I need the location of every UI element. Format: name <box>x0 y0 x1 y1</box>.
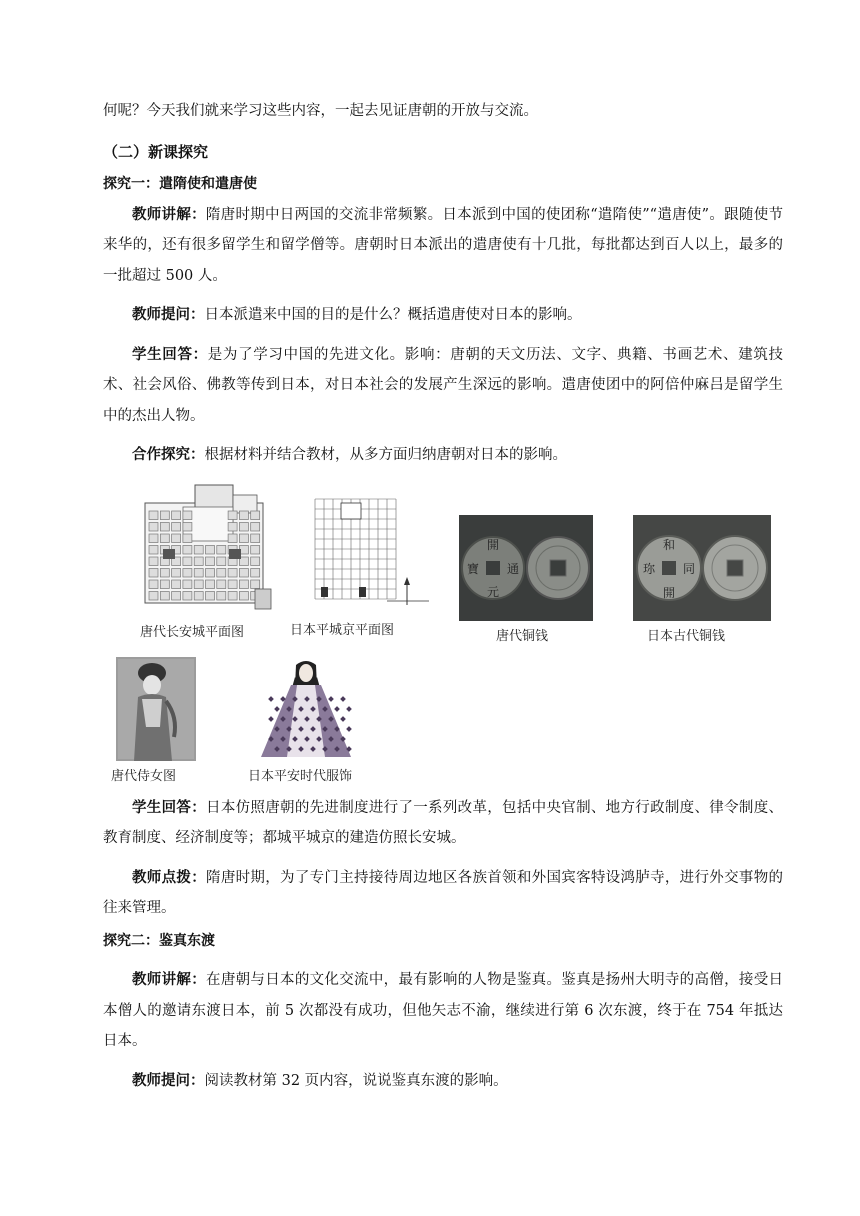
city-block <box>239 568 248 577</box>
city-block <box>217 545 226 554</box>
city-block <box>183 534 192 543</box>
changan-plan-figure <box>140 481 273 640</box>
coin-char: 通 <box>506 561 520 576</box>
city-block <box>172 580 181 589</box>
city-block <box>160 580 169 589</box>
city-block <box>149 591 158 600</box>
coin-char: 珎 <box>642 561 656 576</box>
section-heading: （二）新课探究 <box>103 142 209 161</box>
city-block <box>217 557 226 566</box>
city-block <box>160 591 169 600</box>
city-block <box>160 522 169 531</box>
coin-char: 開 <box>486 537 500 552</box>
paragraph-text: 阅读教材第 32 页内容，说说鉴真东渡的影响。 <box>204 1072 508 1089</box>
caption: 唐代铜钱 <box>496 628 549 644</box>
explore1-teacher-question <box>103 300 783 331</box>
city-block <box>149 568 158 577</box>
label: 学生回答： <box>132 799 207 816</box>
caption: 日本平安时代服饰 <box>248 768 353 784</box>
paragraph-text: 是为了学习中国的先进文化。影响：唐朝的天文历法、文字、典籍、书画艺术、建筑技术、社会风俗、佛教等传到日本，对日本社会的发展产生深远的影响。遣唐使团中的阿倍仲麻吕是留学生中的杰出人物。 <box>103 346 784 424</box>
label: 教师讲解： <box>132 206 206 223</box>
city-block <box>206 591 215 600</box>
coin-char: 和 <box>662 537 676 552</box>
paragraph-text: 根据材料并结合教材，从多方面归纳唐朝对日本的影响。 <box>204 447 567 463</box>
city-block <box>183 568 192 577</box>
caption: 日本古代铜钱 <box>647 628 726 644</box>
city-block <box>172 591 181 600</box>
heian-costume-image <box>251 657 361 761</box>
city-block <box>172 522 181 531</box>
caption: 日本平城京平面图 <box>290 622 395 638</box>
label: 教师点拨： <box>132 869 207 886</box>
city-block <box>172 511 181 520</box>
city-block <box>206 568 215 577</box>
city-block <box>194 591 203 600</box>
city-block <box>160 511 169 520</box>
city-block <box>194 557 203 566</box>
explore1-student-answer <box>103 340 783 432</box>
intro-line: 何呢？今天我们就来学习这些内容，一起去见证唐朝的开放与交流。 <box>103 103 538 119</box>
city-block <box>206 580 215 589</box>
explore2-teacher-question <box>103 1066 783 1097</box>
tang-court-lady-figure <box>111 657 196 784</box>
heijokyo-plan-image <box>295 495 437 615</box>
explore1-teacher-lecture <box>103 200 783 292</box>
city-block <box>172 534 181 543</box>
city-block <box>228 568 237 577</box>
city-block <box>149 557 158 566</box>
city-block <box>183 591 192 600</box>
city-block <box>239 580 248 589</box>
city-block <box>194 568 203 577</box>
city-block <box>149 511 158 520</box>
label: 合作探究： <box>132 447 205 463</box>
heian-costume-figure <box>248 657 361 784</box>
explore2-teacher-lecture <box>103 965 783 1057</box>
city-block <box>172 568 181 577</box>
coin-char: 寶 <box>466 561 480 576</box>
city-block <box>239 591 248 600</box>
city-block <box>228 591 237 600</box>
paragraph-text: 在唐朝与日本的文化交流中，最有影响的人物是鉴真。鉴真是扬州大明寺的高僧，接受日本僧人的邀请东渡日本，前 5 次都没有成功，但他矢志不渝，继续进行第 6 次东渡，终于在 754 年抵达日本。 <box>103 972 784 1049</box>
city-block <box>149 545 158 554</box>
city-block <box>160 534 169 543</box>
city-block <box>206 545 215 554</box>
coin-char: 元 <box>486 584 500 599</box>
tang-coins-figure <box>459 515 593 644</box>
explore2-heading: 探究二：鉴真东渡 <box>103 932 215 949</box>
changan-plan-image <box>143 481 273 616</box>
coin-char: 開 <box>662 585 676 600</box>
explore1-student-answer-2 <box>103 793 783 854</box>
figure-group <box>103 481 783 793</box>
caption: 唐代长安城平面图 <box>140 624 245 640</box>
city-block <box>183 511 192 520</box>
city-block <box>160 568 169 577</box>
explore1-cooperative-inquiry <box>103 440 783 471</box>
city-block <box>251 580 260 589</box>
city-block <box>251 511 260 520</box>
japanese-coins-figure <box>633 515 771 644</box>
city-block <box>251 557 260 566</box>
label: 教师提问： <box>132 1072 205 1089</box>
city-block <box>183 580 192 589</box>
tang-court-lady-image <box>116 657 196 761</box>
city-block <box>194 580 203 589</box>
city-block <box>228 511 237 520</box>
tang-coins-image <box>459 515 593 621</box>
paragraph-text: 日本仿照唐朝的先进制度进行了一系列改革，包括中央官制、地方行政制度、律令制度、教育制度、经济制度等；都城平城京的建造仿照长安城。 <box>103 799 784 846</box>
city-block <box>217 568 226 577</box>
explore1-heading: 探究一：遣隋使和遣唐使 <box>103 176 257 192</box>
label: 学生回答： <box>132 346 208 363</box>
city-block <box>149 534 158 543</box>
city-block <box>228 580 237 589</box>
label: 教师提问： <box>132 307 205 323</box>
city-block <box>206 557 215 566</box>
coin-char: 同 <box>682 561 696 576</box>
city-block <box>217 580 226 589</box>
city-block <box>239 534 248 543</box>
city-block <box>149 522 158 531</box>
city-block <box>251 522 260 531</box>
city-block <box>251 568 260 577</box>
city-block <box>183 522 192 531</box>
label: 教师讲解： <box>132 972 207 988</box>
document-page <box>103 96 783 1096</box>
japanese-coins-image <box>633 515 771 621</box>
city-block <box>183 557 192 566</box>
city-block <box>149 580 158 589</box>
city-block <box>194 545 203 554</box>
city-block <box>217 591 226 600</box>
city-block <box>183 545 192 554</box>
paragraph-text: 日本派遣来中国的目的是什么？概括遣唐使对日本的影响。 <box>204 307 582 323</box>
heijokyo-plan-figure <box>290 495 437 638</box>
caption: 唐代侍女图 <box>111 768 177 784</box>
paragraph-text: 隋唐时期，为了专门主持接待周边地区各族首领和外国宾客特设鸿胪寺，进行外交事物的往来管理。 <box>103 869 784 916</box>
explore1-teacher-tip <box>103 863 783 924</box>
city-block <box>228 534 237 543</box>
city-block <box>239 522 248 531</box>
paragraph-text: 隋唐时期中日两国的交流非常频繁。日本派到中国的使团称“遣隋使”“遣唐使”。跟随使节来华的，还有很多留学生和留学僧等。唐朝时日本派出的遣唐使有十几批，每批都达到百人以上，最多的一批超过 500 人。 <box>103 206 783 284</box>
city-block <box>239 511 248 520</box>
city-block <box>228 522 237 531</box>
city-block <box>251 545 260 554</box>
city-block <box>251 534 260 543</box>
